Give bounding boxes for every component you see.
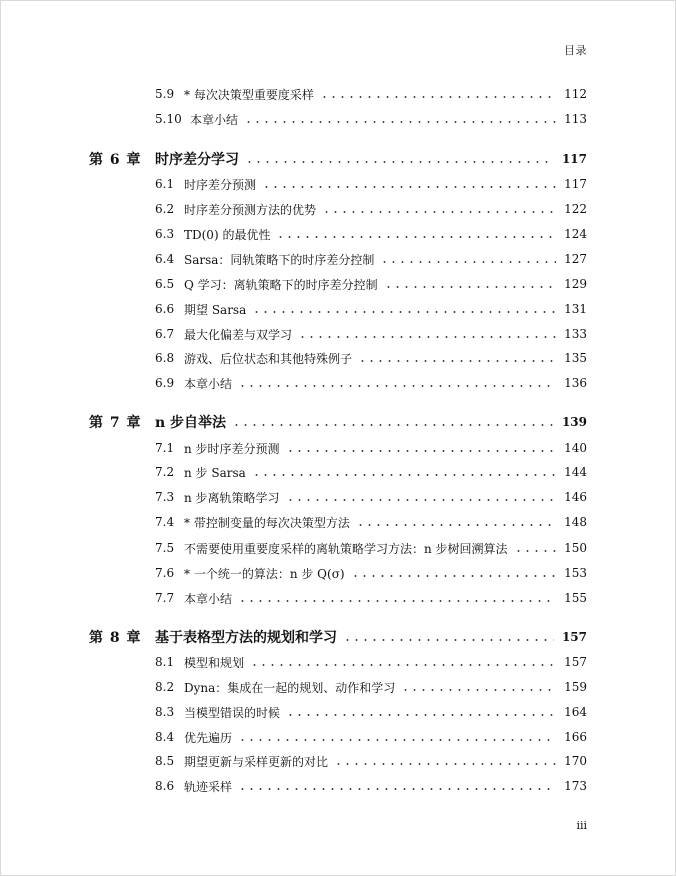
dot-leader [276, 236, 556, 238]
chapter-number: 第 8 章 [89, 630, 142, 646]
toc-page-number: 170 [564, 754, 587, 768]
section-title: 游戏、后位状态和其他特殊例子 [184, 351, 353, 366]
toc-page-number: 113 [564, 112, 587, 126]
section-title: 优先遍历 [184, 730, 233, 745]
toc-page-number: 157 [561, 630, 587, 644]
toc-section-row[interactable] [0, 84, 676, 104]
toc-section-row[interactable] [0, 299, 676, 319]
toc-section-row[interactable] [0, 373, 676, 393]
toc-page-number: 153 [564, 566, 587, 580]
toc-section-row[interactable] [0, 224, 676, 244]
dot-leader [232, 424, 554, 426]
toc-section-row[interactable] [0, 109, 676, 129]
chapter-title: n 步自举法 [155, 415, 227, 431]
section-title: 本章小结 [184, 591, 233, 606]
section-number: 8.2 [155, 680, 175, 694]
section-title: 模型和规划 [184, 655, 245, 670]
dot-leader [252, 311, 556, 313]
toc-page-number: 124 [564, 227, 587, 241]
section-number: 6.6 [155, 302, 175, 316]
section-title: 期望 Sarsa [184, 302, 247, 317]
section-number: 8.3 [155, 705, 175, 719]
section-title: Dyna：集成在一起的规划、动作和学习 [184, 680, 396, 695]
section-number: 7.6 [155, 566, 175, 580]
dot-leader [238, 600, 556, 602]
section-number: 7.1 [155, 441, 175, 455]
section-title: n 步离轨策略学习 [184, 490, 280, 505]
section-number: 7.2 [155, 465, 175, 479]
page-number: iii [576, 819, 587, 832]
section-number: 8.4 [155, 730, 175, 744]
section-title: 时序差分预测 [184, 177, 257, 192]
toc-page-number: 122 [564, 202, 587, 216]
chapter-title: 基于表格型方法的规划和学习 [155, 630, 337, 646]
toc-section-row[interactable] [0, 751, 676, 771]
toc-page-number: 166 [564, 730, 587, 744]
dot-leader [343, 639, 554, 641]
chapter-number: 第 6 章 [89, 152, 142, 168]
toc-page-number: 146 [564, 490, 587, 504]
dot-leader [286, 714, 556, 716]
section-title: 最大化偏差与双学习 [184, 327, 293, 342]
section-number: 6.7 [155, 327, 175, 341]
toc-section-row[interactable] [0, 702, 676, 722]
section-title: TD(0) 的最优性 [184, 227, 271, 242]
dot-leader [286, 499, 556, 501]
dot-leader [514, 550, 556, 552]
section-title: 本章小结 [184, 376, 233, 391]
dot-leader [356, 524, 556, 526]
toc-chapter-row[interactable] [0, 627, 676, 647]
toc-section-row[interactable] [0, 438, 676, 458]
dot-leader [238, 739, 556, 741]
toc-page-number: 131 [564, 302, 587, 316]
dot-leader [252, 474, 556, 476]
toc-section-row[interactable] [0, 274, 676, 294]
toc-section-row[interactable] [0, 677, 676, 697]
dot-leader [401, 689, 556, 691]
section-number: 6.9 [155, 376, 175, 390]
toc-page-number: 148 [564, 515, 587, 529]
toc-page-number: 140 [564, 441, 587, 455]
toc-section-row[interactable] [0, 588, 676, 608]
toc-section-row[interactable] [0, 324, 676, 344]
dot-leader [250, 664, 556, 666]
dot-leader [262, 186, 556, 188]
dot-leader [380, 261, 556, 263]
section-number: 8.1 [155, 655, 175, 669]
section-number: 6.5 [155, 277, 175, 291]
toc-section-row[interactable] [0, 776, 676, 796]
toc-section-row[interactable] [0, 174, 676, 194]
toc-page-number: 157 [564, 655, 587, 669]
toc-page-number: 117 [564, 177, 587, 191]
toc-page-number: 136 [564, 376, 587, 390]
toc-page-number: 159 [564, 680, 587, 694]
section-number: 8.6 [155, 779, 175, 793]
toc-chapter-row[interactable] [0, 149, 676, 169]
section-title: Sarsa：同轨策略下的时序差分控制 [184, 252, 375, 267]
toc-section-row[interactable] [0, 563, 676, 583]
dot-leader [320, 96, 556, 98]
section-number: 6.8 [155, 351, 175, 365]
dot-leader [238, 788, 556, 790]
toc-page-number: 127 [564, 252, 587, 266]
toc-section-row[interactable] [0, 348, 676, 368]
dot-leader [322, 211, 556, 213]
section-title: n 步 Sarsa [184, 465, 246, 480]
dot-leader [351, 575, 556, 577]
section-title: 当模型错误的时候 [184, 705, 281, 720]
toc-section-row[interactable] [0, 652, 676, 672]
dot-leader [334, 763, 556, 765]
toc-section-row[interactable] [0, 727, 676, 747]
section-number: 6.3 [155, 227, 175, 241]
toc-page-number: 117 [561, 152, 587, 166]
toc-page-number: 129 [564, 277, 587, 291]
section-number: 6.2 [155, 202, 175, 216]
section-title: 轨迹采样 [184, 779, 233, 794]
dot-leader [245, 161, 554, 163]
dot-leader [238, 385, 556, 387]
section-number: 8.5 [155, 754, 175, 768]
section-title: 时序差分预测方法的优势 [184, 202, 317, 217]
section-title: * 一个统一的算法：n 步 Q(σ) [184, 566, 345, 581]
toc-page-number: 155 [564, 591, 587, 605]
section-number: 7.5 [155, 541, 175, 555]
toc-page-number: 112 [564, 87, 587, 101]
toc-section-row[interactable] [0, 512, 676, 532]
toc-chapter-row[interactable] [0, 412, 676, 432]
section-title: * 带控制变量的每次决策型方法 [184, 515, 350, 530]
chapter-title: 时序差分学习 [155, 152, 239, 168]
dot-leader [298, 336, 556, 338]
section-number: 5.10 [155, 112, 182, 126]
toc-page-number: 139 [561, 415, 587, 429]
dot-leader [244, 121, 556, 123]
toc-section-row[interactable] [0, 249, 676, 269]
toc-page-number: 173 [564, 779, 587, 793]
dot-leader [286, 450, 556, 452]
running-header: 目录 [564, 44, 587, 57]
section-title: Q 学习：离轨策略下的时序差分控制 [184, 277, 378, 292]
section-number: 7.7 [155, 591, 175, 605]
section-number: 7.3 [155, 490, 175, 504]
section-title: 本章小结 [190, 112, 239, 127]
toc-page-number: 144 [564, 465, 587, 479]
toc-page-number: 135 [564, 351, 587, 365]
section-title: 期望更新与采样更新的对比 [184, 754, 329, 769]
section-title: n 步时序差分预测 [184, 441, 280, 456]
chapter-number: 第 7 章 [89, 415, 142, 431]
toc-page-number: 133 [564, 327, 587, 341]
section-number: 6.4 [155, 252, 175, 266]
section-number: 6.1 [155, 177, 175, 191]
section-number: 7.4 [155, 515, 175, 529]
section-number: 5.9 [155, 87, 175, 101]
toc-section-row[interactable] [0, 487, 676, 507]
toc-section-row[interactable] [0, 462, 676, 482]
toc-page-number: 164 [564, 705, 587, 719]
section-title: * 每次决策型重要度采样 [184, 87, 314, 102]
toc-section-row[interactable] [0, 199, 676, 219]
section-title: 不需要使用重要度采样的离轨策略学习方法：n 步树回溯算法 [184, 541, 508, 556]
dot-leader [358, 360, 556, 362]
toc-section-row[interactable] [0, 538, 676, 558]
toc-page-number: 150 [564, 541, 587, 555]
dot-leader [384, 286, 556, 288]
